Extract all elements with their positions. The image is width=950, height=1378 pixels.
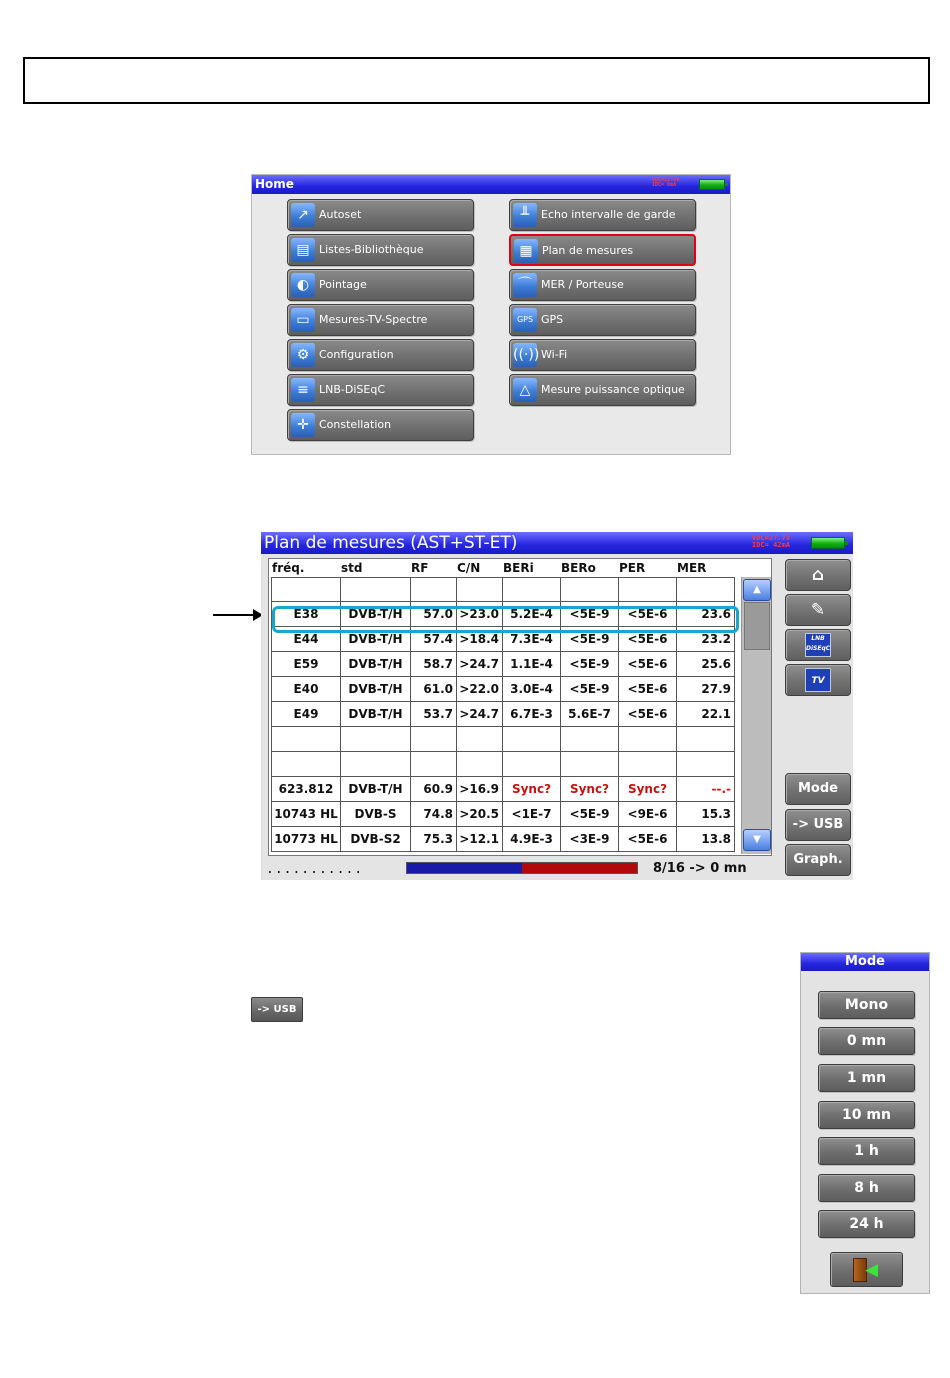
cell-std	[341, 752, 411, 777]
mesures-tv-spectre-button[interactable]	[287, 304, 474, 336]
cell-bero: <5E-9	[561, 627, 619, 652]
mer-icon: ⌒	[513, 273, 537, 297]
column-header-std: std	[341, 561, 363, 575]
cell-rf: 75.3	[411, 827, 457, 852]
wifi-button[interactable]	[509, 339, 696, 371]
cell-per	[619, 752, 677, 777]
cell-mer: 15.3	[677, 802, 735, 827]
scroll-up-icon[interactable]: ▲	[743, 579, 771, 601]
vdc-value: VDC=17.7V	[752, 534, 790, 542]
cell-freq: E59	[271, 652, 341, 677]
cell-bero: <5E-9	[561, 652, 619, 677]
cell-rf	[411, 727, 457, 752]
mer-porteuse-button[interactable]	[509, 269, 696, 301]
cell-mer: 23.6	[677, 602, 735, 627]
idc-value: IDC= 0mA	[652, 182, 677, 189]
column-header-cn: C/N	[457, 561, 481, 575]
gps-label: GPS	[541, 313, 564, 326]
cell-freq: E44	[271, 627, 341, 652]
cell-beri: 4.9E-3	[503, 827, 561, 852]
graph-button[interactable]: Graph.	[785, 844, 851, 876]
cell-std: DVB-T/H	[341, 627, 411, 652]
plan-de-mesures-screen	[261, 532, 853, 880]
table-row[interactable]	[271, 577, 737, 602]
mode-mono-button[interactable]: Mono	[818, 991, 915, 1019]
cell-rf: 57.4	[411, 627, 457, 652]
cell-beri: 3.0E-4	[503, 677, 561, 702]
cell-cn: >20.5	[457, 802, 503, 827]
tv-icon: TV	[805, 668, 831, 692]
lnb-icon: ≡	[291, 378, 315, 402]
cell-per: <5E-6	[619, 702, 677, 727]
mode-1h-button[interactable]: 1 h	[818, 1137, 915, 1165]
gps-button[interactable]	[509, 304, 696, 336]
cell-mer: 25.6	[677, 652, 735, 677]
table-row[interactable]	[271, 727, 737, 752]
progress-fill	[407, 863, 522, 873]
lnb-diseqc-button[interactable]	[785, 629, 851, 661]
lnb-icon-text: LNB	[811, 635, 825, 642]
cell-per: Sync?	[619, 777, 677, 802]
cell-cn: >16.9	[457, 777, 503, 802]
cell-bero	[561, 752, 619, 777]
lnb-diseqc-icon	[805, 633, 831, 657]
grid-table-icon: ▦	[514, 239, 538, 263]
satellite-dish-icon: ◐	[291, 273, 315, 297]
cell-beri: 5.2E-4	[503, 602, 561, 627]
cell-freq: 10773 HL	[271, 827, 341, 852]
cell-std: DVB-T/H	[341, 702, 411, 727]
status-dots: ...........	[266, 862, 364, 877]
cell-mer	[677, 752, 735, 777]
diseqc-icon-text: DiSEqC	[806, 645, 831, 652]
cell-beri	[503, 727, 561, 752]
library-icon: ▤	[291, 238, 315, 262]
cell-beri	[503, 752, 561, 777]
cell-freq	[271, 577, 341, 602]
cell-rf: 60.9	[411, 777, 457, 802]
cell-bero: <5E-9	[561, 602, 619, 627]
mode-24h-button[interactable]: 24 h	[818, 1210, 915, 1238]
cell-freq: 10743 HL	[271, 802, 341, 827]
exit-arrow-icon: ◀	[865, 1260, 879, 1280]
cell-per: <5E-6	[619, 677, 677, 702]
vdc-value: VDC=12.0V	[652, 177, 680, 183]
constellation-label: Constellation	[319, 418, 392, 431]
echo-intervalle-button[interactable]	[509, 199, 696, 231]
cell-beri: Sync?	[503, 777, 561, 802]
tv-button[interactable]	[785, 664, 851, 696]
cell-cn: >12.1	[457, 827, 503, 852]
cell-cn: >22.0	[457, 677, 503, 702]
cell-std	[341, 727, 411, 752]
cell-per: <5E-6	[619, 627, 677, 652]
cell-freq	[271, 752, 341, 777]
cell-cn	[457, 727, 503, 752]
table-row[interactable]	[271, 827, 737, 852]
cell-rf: 61.0	[411, 677, 457, 702]
scroll-thumb[interactable]	[744, 602, 770, 650]
mer-porteuse-label: MER / Porteuse	[541, 278, 624, 291]
table-row[interactable]	[271, 752, 737, 777]
cell-rf: 58.7	[411, 652, 457, 677]
mode-1mn-button[interactable]: 1 mn	[818, 1064, 915, 1092]
mode-panel	[800, 952, 930, 1294]
autoset-label: Autoset	[319, 208, 362, 221]
scroll-down-icon[interactable]: ▼	[743, 829, 771, 851]
cell-mer: --.-	[677, 777, 735, 802]
lnb-diseqc-label: LNB-DiSEqC	[319, 383, 385, 396]
column-header-bero: BERo	[561, 561, 596, 575]
cell-per: <9E-6	[619, 802, 677, 827]
column-header-freq: fréq.	[272, 561, 305, 575]
cell-cn: >24.7	[457, 702, 503, 727]
wifi-label: Wi-Fi	[541, 348, 568, 361]
cell-mer	[677, 577, 735, 602]
mode-8h-button[interactable]: 8 h	[818, 1174, 915, 1202]
mode-button[interactable]: Mode	[785, 773, 851, 805]
voltage-readout	[752, 535, 790, 550]
cell-mer: 13.8	[677, 827, 735, 852]
table-row[interactable]	[271, 702, 737, 727]
cell-per: <5E-6	[619, 827, 677, 852]
mesures-tv-spectre-label: Mesures-TV-Spectre	[319, 313, 428, 326]
selected-row-highlight	[272, 606, 739, 633]
gps-icon: GPS	[513, 308, 537, 332]
plan-de-mesures-label: Plan de mesures	[542, 244, 634, 257]
home-title: Home	[255, 177, 294, 191]
cell-cn: >23.0	[457, 602, 503, 627]
configuration-label: Configuration	[319, 348, 394, 361]
cell-mer	[677, 727, 735, 752]
edit-icon: ✎	[810, 600, 826, 620]
cell-rf	[411, 752, 457, 777]
scrollbar[interactable]	[741, 577, 771, 854]
usb-export-button[interactable]: -> USB	[785, 809, 851, 841]
measurement-table	[268, 558, 772, 856]
mesure-puissance-optique-label: Mesure puissance optique	[541, 383, 685, 396]
edit-button[interactable]	[785, 594, 851, 626]
home-screen	[251, 174, 731, 455]
autoset-button[interactable]	[287, 199, 474, 231]
cell-per	[619, 577, 677, 602]
usb-export-button[interactable]: -> USB	[251, 997, 303, 1022]
listes-bibliotheque-button[interactable]	[287, 234, 474, 266]
column-header-rf: RF	[411, 561, 429, 575]
cell-beri: <1E-7	[503, 802, 561, 827]
cell-bero: <5E-9	[561, 677, 619, 702]
cell-bero	[561, 727, 619, 752]
cell-std: DVB-T/H	[341, 777, 411, 802]
cell-cn: >18.4	[457, 627, 503, 652]
echo-intervalle-label: Echo intervalle de garde	[541, 208, 676, 221]
cell-per: <5E-6	[619, 652, 677, 677]
battery-icon	[699, 179, 725, 190]
mesure-puissance-optique-button[interactable]	[509, 374, 696, 406]
wifi-icon: ((·))	[513, 343, 537, 367]
configuration-button[interactable]	[287, 339, 474, 371]
table-row[interactable]	[271, 802, 737, 827]
cell-std: DVB-T/H	[341, 652, 411, 677]
cell-std: DVB-T/H	[341, 602, 411, 627]
plan-title: Plan de mesures (AST+ST-ET)	[264, 533, 518, 553]
cell-beri: 6.7E-3	[503, 702, 561, 727]
cell-cn	[457, 577, 503, 602]
mode-0mn-button[interactable]: 0 mn	[818, 1027, 915, 1055]
cell-beri: 7.3E-4	[503, 627, 561, 652]
tv-icon: ▭	[291, 308, 315, 332]
cell-mer: 27.9	[677, 677, 735, 702]
progress-bar	[406, 862, 638, 874]
cell-per: <5E-6	[619, 602, 677, 627]
cell-std: DVB-S	[341, 802, 411, 827]
constellation-icon: ✛	[291, 413, 315, 437]
cell-bero: 5.6E-7	[561, 702, 619, 727]
header-box	[23, 57, 930, 104]
cell-per	[619, 727, 677, 752]
listes-bibliotheque-label: Listes-Bibliothèque	[319, 243, 424, 256]
progress-text: 8/16 -> 0 mn	[653, 861, 747, 876]
cell-bero: <3E-9	[561, 827, 619, 852]
echo-icon: ╨	[513, 203, 537, 227]
column-header-beri: BERi	[503, 561, 534, 575]
cell-bero	[561, 577, 619, 602]
mode-title-bar	[801, 953, 929, 971]
cell-bero: Sync?	[561, 777, 619, 802]
cell-beri	[503, 577, 561, 602]
table-row[interactable]	[271, 652, 737, 677]
cell-rf: 57.0	[411, 602, 457, 627]
cell-cn	[457, 752, 503, 777]
autoset-icon: ↗	[291, 203, 315, 227]
mode-title: Mode	[845, 954, 885, 969]
cell-freq: E49	[271, 702, 341, 727]
pointage-button[interactable]	[287, 269, 474, 301]
cell-beri: 1.1E-4	[503, 652, 561, 677]
battery-icon	[811, 537, 845, 549]
cell-std: DVB-T/H	[341, 677, 411, 702]
home-button[interactable]	[785, 559, 851, 591]
mode-10mn-button[interactable]: 10 mn	[818, 1101, 915, 1129]
cell-rf: 74.8	[411, 802, 457, 827]
voltage-readout	[652, 178, 679, 189]
cell-cn: >24.7	[457, 652, 503, 677]
constellation-button[interactable]	[287, 409, 474, 441]
table-row[interactable]	[271, 677, 737, 702]
cell-freq: E38	[271, 602, 341, 627]
cell-freq: E40	[271, 677, 341, 702]
plan-de-mesures-button[interactable]	[509, 234, 696, 266]
column-header-per: PER	[619, 561, 646, 575]
cell-bero: <5E-9	[561, 802, 619, 827]
exit-button[interactable]	[830, 1252, 903, 1287]
optical-power-icon: △	[513, 378, 537, 402]
cell-freq: 623.812	[271, 777, 341, 802]
idc-value: IDC= 42mA	[752, 541, 790, 550]
configuration-icon: ⚙	[291, 343, 315, 367]
home-icon: ⌂	[811, 565, 825, 585]
cell-mer: 23.2	[677, 627, 735, 652]
pointage-label: Pointage	[319, 278, 367, 291]
lnb-diseqc-button[interactable]	[287, 374, 474, 406]
cell-freq	[271, 727, 341, 752]
cell-mer: 22.1	[677, 702, 735, 727]
cell-rf: 53.7	[411, 702, 457, 727]
cell-rf	[411, 577, 457, 602]
cell-std	[341, 577, 411, 602]
column-header-mer: MER	[677, 561, 707, 575]
progress-remaining	[522, 863, 637, 873]
cell-std: DVB-S2	[341, 827, 411, 852]
table-row[interactable]	[271, 777, 737, 802]
